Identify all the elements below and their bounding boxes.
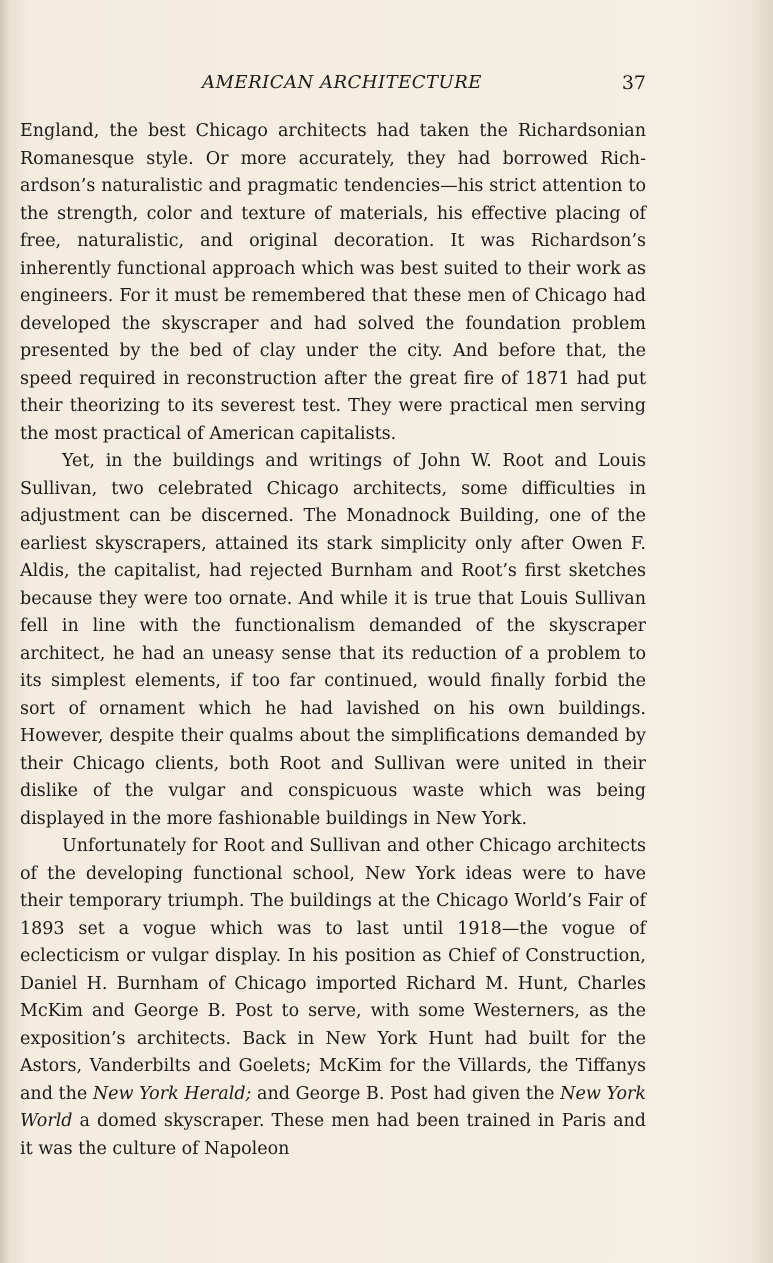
newspaper-title-world: New York World: [20, 1083, 646, 1131]
page-number: 37: [621, 72, 646, 94]
newspaper-title-herald: New York Herald;: [92, 1083, 252, 1104]
paragraph-1-text: England, the best Chicago architects had taken the Richardsonian Romanesque style. Or more accurately, they had borrowed Richardson’s naturalistic and pragmatic tendencies—his strict attention to the strength, color and texture of materials, his effective placing of free, naturalistic, and original decoration. It was Richardson’s inherently functional approach which was best suited to their work as engineers. For it must be remembered that these men of Chicago had developed the skyscraper and had solved the foundation problem presented by the bed of clay under the city. And before that, the speed required in reconstruction after the great fire of 1871 had put their theorizing to its severest test. They were practical men serving the most practical of American capitalists.: [20, 121, 646, 444]
running-title: AMERICAN ARCHITECTURE: [202, 72, 482, 93]
paragraph-1: [20, 118, 646, 448]
paragraph-3: [20, 833, 646, 1163]
running-head: [20, 72, 646, 102]
paragraph-2: [20, 448, 646, 833]
body-text: [20, 118, 646, 1163]
paragraph-3-text-a: Unfortunately for Root and Sullivan and other Chicago architects of the developing functional school, New York ideas were to have their temporary triumph. The buildings at the Chicago World’s Fair of 1893 set a vogue which was to last until 1918—the vogue of eclecticism or vulgar display. In his position as Chief of Construction, Daniel H. Burnham of Chicago imported Richard M. Hunt, Charles McKim and George B. Post to serve, with some Westerners, as the exposition’s architects. Back in New York Hunt had built for the Astors, Vanderbilts and Goelets; McKim for the Villards, the Tiffanys and the: [20, 836, 646, 1104]
paragraph-2-text: Yet, in the buildings and writings of John W. Root and Louis Sullivan, two celebrated Chicago architects, some difficulties in adjustment can be discerned. The Monadnock Building, one of the earliest skyscrapers, attained its stark simplicity only after Owen F. Aldis, the capitalist, had rejected Burnham and Root’s first sketches because they were too ornate. And while it is true that Louis Sullivan fell in line with the functionalism demanded of the skyscraper architect, he had an uneasy sense that its reduction of a problem to its simplest elements, if too far continued, would finally forbid the sort of ornament which he had lavished on his own buildings. However, despite their qualms about the simplifications demanded by their Chicago clients, both Root and Sullivan were united in their dislike of the vulgar and conspicuous waste which was being displayed in the more fashionable buildings in New York.: [20, 451, 646, 829]
paragraph-3-text-c: a domed skyscraper. These men had been trained in Paris and it was the culture of Napoleon: [20, 1111, 646, 1159]
paragraph-3-text-b: and George B. Post had given the: [251, 1083, 561, 1104]
